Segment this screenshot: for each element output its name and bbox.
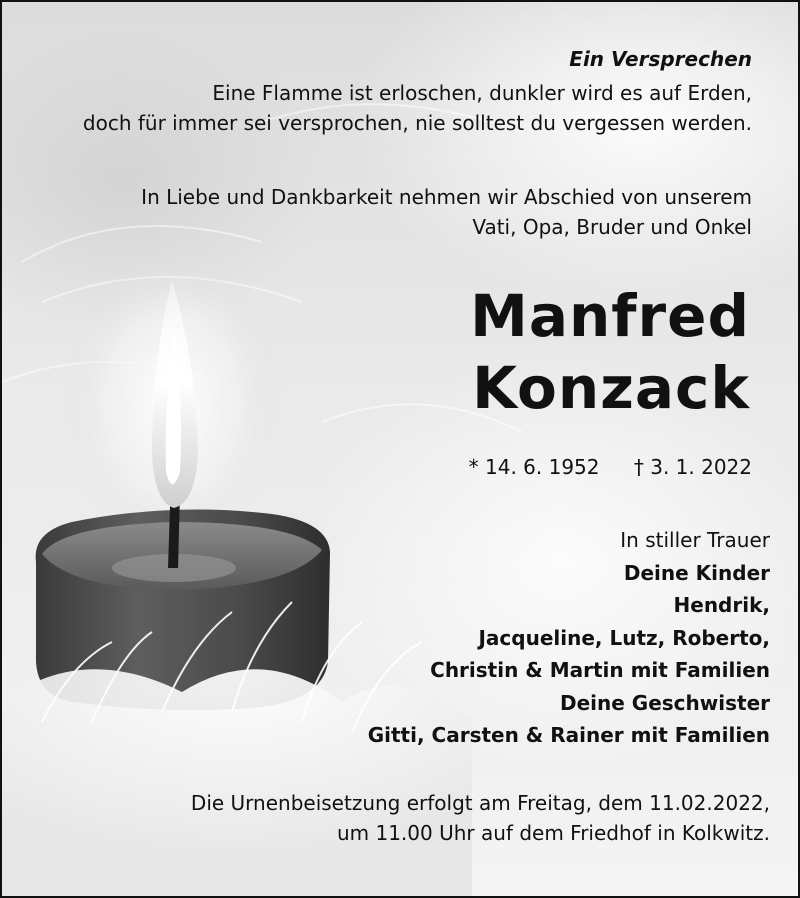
deceased-first-name: Manfred [470, 282, 750, 350]
mourners-list [368, 524, 770, 752]
mourners-intro: In stiller Trauer [620, 528, 770, 552]
intro-line: In Liebe und Dankbarkeit nehmen wir Abschied von unserem [141, 185, 752, 209]
deceased-name [470, 280, 750, 424]
mourner-line: Christin & Martin mit Familien [430, 658, 770, 682]
life-dates [441, 452, 752, 482]
funeral-info [191, 788, 770, 848]
funeral-line: Die Urnenbeisetzung erfolgt am Freitag, dem 11.02.2022, [190, 791, 770, 815]
deceased-last-name: Konzack [472, 354, 750, 422]
motto-line: doch für immer sei versprochen, nie solltest du vergessen werden. [82, 111, 752, 135]
motto-line: Eine Flamme ist erloschen, dunkler wird es auf Erden, [212, 81, 752, 105]
mourner-line: Gitti, Carsten & Rainer mit Familien [367, 723, 770, 747]
intro-line: Vati, Opa, Bruder und Onkel [472, 215, 752, 239]
death-date: † 3. 1. 2022 [633, 455, 752, 479]
mourner-line: Jacqueline, Lutz, Roberto, [478, 625, 770, 650]
mourner-line: Deine Geschwister [560, 690, 770, 715]
mourner-line: Hendrik, [673, 593, 770, 617]
motto-verse [83, 78, 752, 138]
funeral-line: um 11.00 Uhr auf dem Friedhof in Kolkwitz. [336, 821, 770, 845]
birth-date: * 14. 6. 1952 [468, 455, 600, 479]
motto-title: Ein Versprechen [569, 47, 752, 71]
mourner-line: Deine Kinder [623, 560, 770, 585]
farewell-intro [141, 182, 752, 242]
